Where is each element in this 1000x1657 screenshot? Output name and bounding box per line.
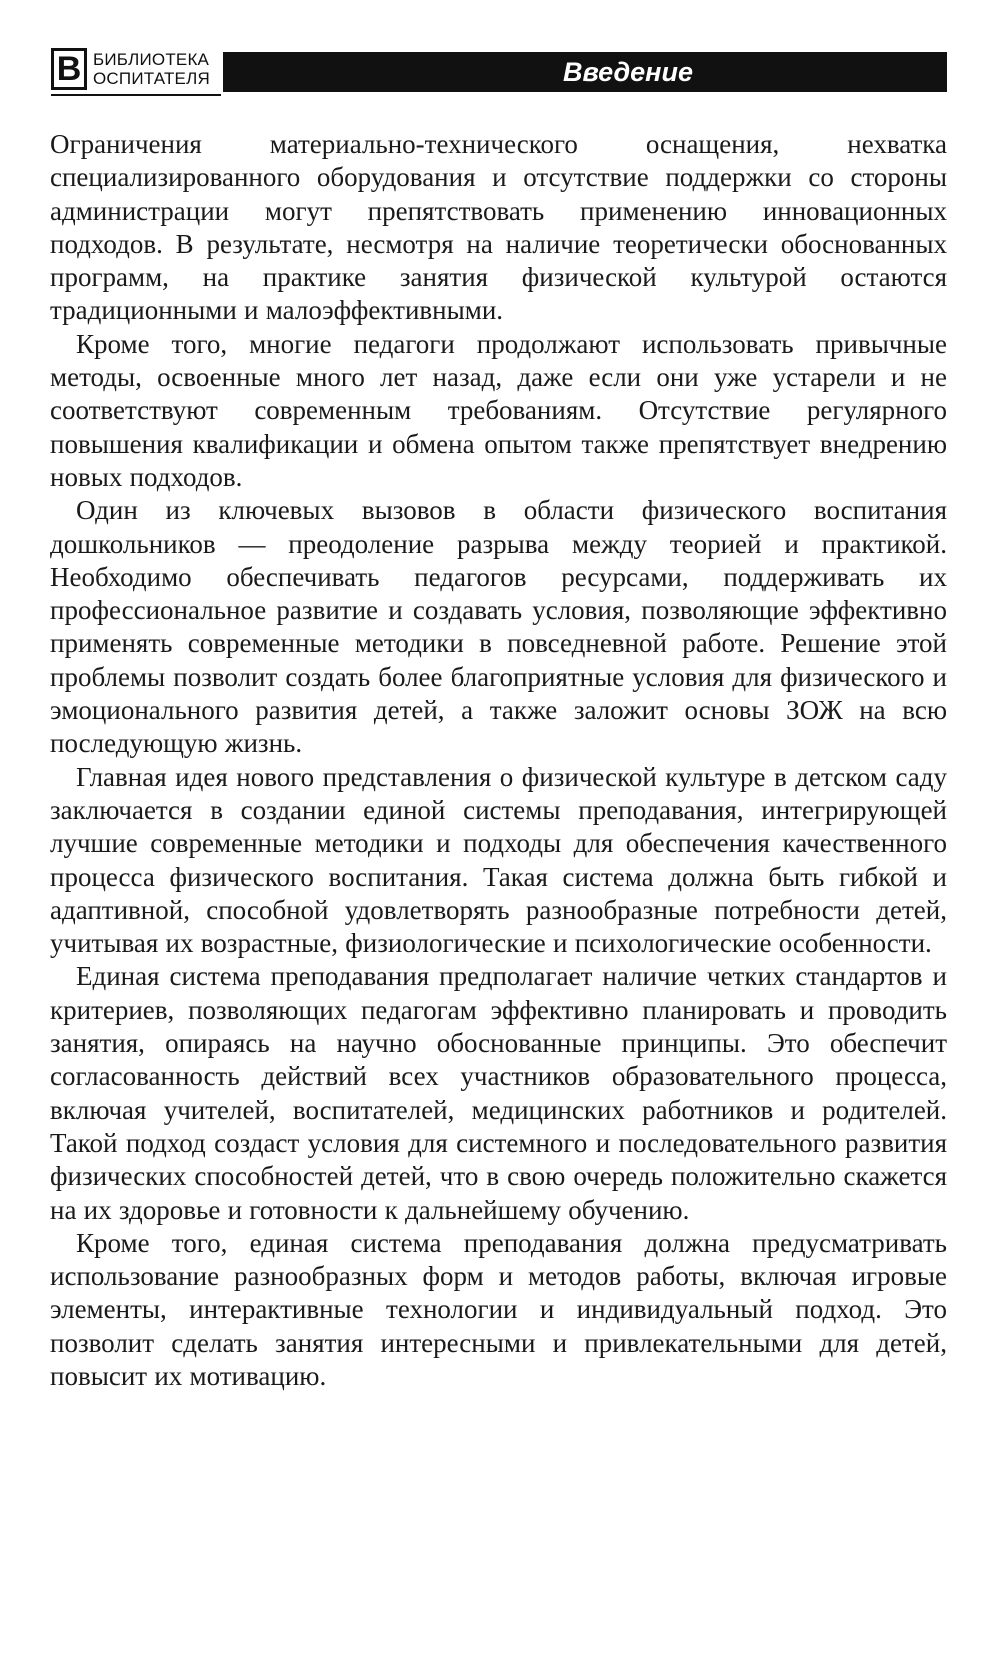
paragraph-2: Кроме того, многие педагоги продолжают использовать привычные методы, освоенные много лет назад, даже если они уже устарели и не соответствуют современным требованиям. Отсутствие регулярного повышения квалификации и обмена опытом также препятствует внедрению новых подходов. xyxy=(50,328,947,492)
page-number: 5 xyxy=(867,54,887,92)
paragraph-5: Единая система преподавания предполагает наличие четких стандартов и критериев, позволяющих педагогам эффективно планировать и проводить занятия, опираясь на научно обоснованные принципы. Это обеспечит согласованность действий всех участников образовательного процесса, включая учителей, воспитателей, медицинских работников и родителей. Такой подход создаст условия для системного и последовательного развития физических способностей детей, что в свою очередь положительно скажется на их здоровье и готовности к дальнейшему обучению. xyxy=(50,961,947,1225)
library-logo-mark: В xyxy=(51,48,87,90)
section-title-bar xyxy=(223,52,947,92)
page-number-box xyxy=(993,52,1000,92)
section-title: Введение xyxy=(562,57,693,87)
logo-line-1: БИБЛИОТЕКА xyxy=(93,50,210,69)
page-header xyxy=(51,48,947,98)
title-bar-rule xyxy=(223,54,947,56)
paragraph-6: Кроме того, единая система преподавания должна предусматривать использование разнообразных форм и методов работы, включая игровые элементы, интерактивные технологии и индивидуальный подход. Это позволит сделать занятия интересными и привлекательными для детей, повысит их мотивацию. xyxy=(50,1227,947,1391)
body-text xyxy=(50,128,947,1393)
library-logo-text xyxy=(93,50,210,88)
paragraph-4: Главная идея нового представления о физической культуре в детском саду заключается в создании единой системы преподавания, интегрирующей лучшие современные методики и подходы для обеспечения качественного процесса физического воспитания. Такая система должна быть гибкой и адаптивной, способной удовлетворять разнообразные потребности детей, учитывая их возрастные, физиологические и психологические особенности. xyxy=(50,761,947,959)
logo-line-2: ОСПИТАТЕЛЯ xyxy=(93,69,210,88)
paragraph-1: Ограничения материально-технического оснащения, нехватка специализированного оборудования и отсутствие поддержки со стороны администрации могут препятствовать применению инновационных подходов. В результате, несмотря на наличие теоретически обоснованных программ, на практике занятия физической культурой остаются традиционными и малоэффективными. xyxy=(50,129,947,326)
logo-underline xyxy=(51,94,221,96)
paragraph-3: Один из ключевых вызовов в области физического воспитания дошкольников — преодоление разрыва между теорией и практикой. Необходимо обеспечивать педагогов ресурсами, поддерживать их профессиональное развитие и создавать условия, позволяющие эффективно применять современные методики в повседневной работе. Решение этой проблемы позволит создать более благоприятные условия для физического и эмоционального развития детей, а также заложит основы ЗОЖ на всю последующую жизнь. xyxy=(50,495,947,759)
